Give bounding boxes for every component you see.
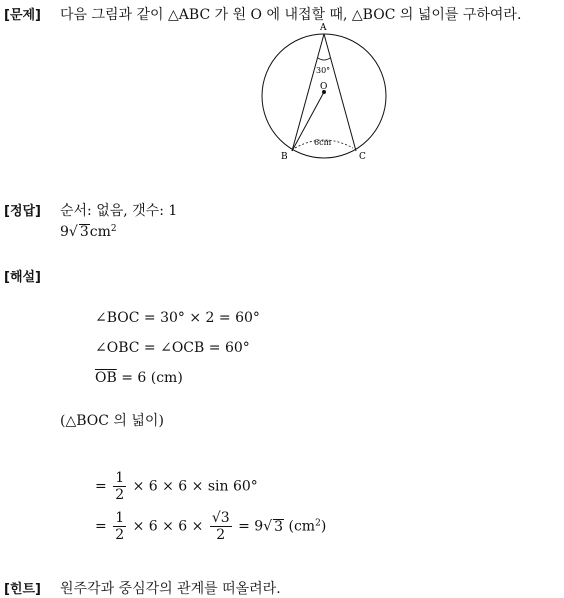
equation-area-2 xyxy=(95,510,326,543)
eq-tail: = 9 xyxy=(238,518,264,535)
answer-value xyxy=(60,224,117,240)
tail-exponent: 2 xyxy=(315,518,321,529)
fraction-root3-half xyxy=(210,510,232,543)
explanation-tag: [해설] xyxy=(4,270,41,285)
frac-den: 2 xyxy=(216,527,226,543)
eq-sign: = xyxy=(95,518,107,535)
fraction-half xyxy=(113,510,126,543)
frac-num: √3 xyxy=(211,510,230,526)
frac-num: 1 xyxy=(115,510,125,526)
answer-radicand: 3 xyxy=(79,224,89,240)
fraction-half xyxy=(113,470,126,503)
label-o: O xyxy=(320,82,328,92)
answer-unit: cm xyxy=(89,224,111,240)
hint-text: 원주각과 중심각의 관계를 떠올려라. xyxy=(60,581,281,597)
answer-meta: 순서: 없음, 갯수: 1 xyxy=(60,203,178,219)
side-ac xyxy=(324,34,356,151)
eq-sign: = xyxy=(95,478,107,495)
circle-figure xyxy=(250,22,400,170)
eq-rest: × 6 × 6 × sin 60° xyxy=(132,478,258,495)
problem-text: 다음 그림과 같이 △ABC 가 원 O 에 내접할 때, △BOC 의 넓이를 구하여라. xyxy=(60,7,522,23)
answer-tag: [정답] xyxy=(4,204,41,219)
label-c: C xyxy=(359,152,366,162)
eq-mid: × 6 × 6 × xyxy=(132,518,204,535)
side-ab xyxy=(292,34,324,151)
angle-label: 30° xyxy=(316,66,331,75)
angle-arc xyxy=(318,58,330,60)
sqrt-sign: √ xyxy=(263,518,273,535)
sqrt-sign: √ xyxy=(68,224,78,240)
equation-area-1 xyxy=(95,470,258,503)
tail-radicand: 3 xyxy=(274,518,284,535)
hint-tag: [힌트] xyxy=(4,582,41,597)
tail-unit: (cm xyxy=(284,518,316,535)
segment-ob-label: $\overline{OB}$ xyxy=(95,370,117,386)
equation-ob-rest: = 6 (cm) xyxy=(116,370,183,386)
answer-exponent: 2 xyxy=(110,224,117,234)
equation-angle-obc: ∠OBC = ∠OCB = 60° xyxy=(95,340,250,356)
area-label: (△BOC 의 넓이) xyxy=(60,413,164,429)
problem-tag: [문제] xyxy=(4,8,41,23)
frac-num: 1 xyxy=(115,470,125,486)
label-b: B xyxy=(281,152,288,162)
tail-close: ) xyxy=(320,518,327,535)
equation-ob xyxy=(95,370,183,386)
frac-den: 2 xyxy=(115,487,125,503)
frac-den: 2 xyxy=(115,527,125,543)
label-a: A xyxy=(320,23,327,33)
chord-label: 6cm xyxy=(314,138,332,147)
answer-coef: 9 xyxy=(60,224,69,240)
equation-angle-boc: ∠BOC = 30° × 2 = 60° xyxy=(95,310,260,326)
